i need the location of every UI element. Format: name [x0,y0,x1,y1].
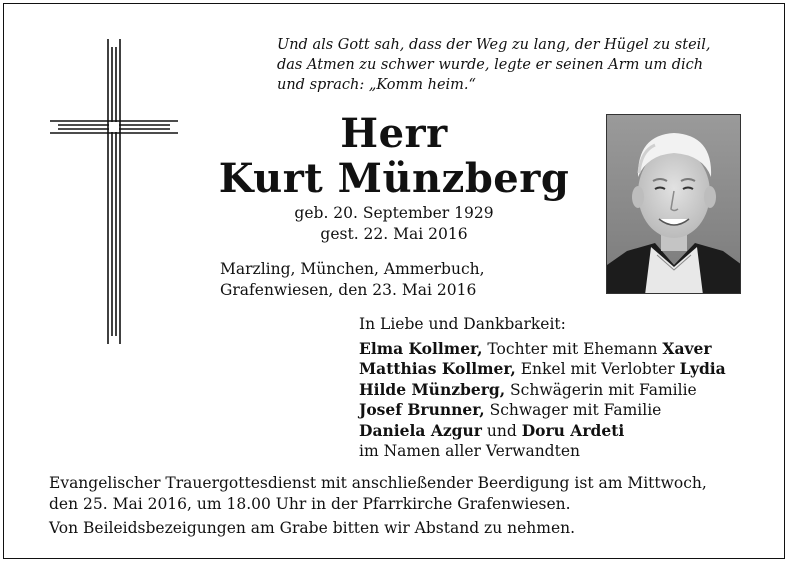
mourner-line [359,421,759,442]
mourners-intro: In Liebe und Dankbarkeit: [359,315,566,333]
mourner-line [359,441,759,462]
cross-icon [50,39,178,344]
verse-line: und sprach: „Komm heim.“ [277,77,476,93]
mourner-relation: und [481,421,522,440]
portrait-photo [606,114,741,294]
mourner-name: Xaver [662,338,712,358]
places-line: Marzling, München, Ammerbuch, [220,260,485,278]
condolence-request: Von Beileidsbezeigungen am Grabe bitten wir Abstand zu nehmen. [49,519,576,537]
mourner-relation: Schwager mit Familie [484,401,662,419]
mourner-name: Lydia [679,359,726,378]
mourner-rows [359,339,759,462]
verse-line: Und als Gott sah, dass der Weg zu lang, der Hügel zu steil, [277,37,711,53]
mourner-line [359,380,759,401]
funeral-service-info [49,473,769,539]
service-line: Evangelischer Trauergottesdienst mit anschließender Beerdigung ist am Mittwoch, [49,474,707,492]
deceased-name [204,111,584,201]
mourner-name: Matthias Kollmer, [359,359,516,378]
mourner-line [359,339,759,360]
mourner-name: Doru Ardeti [521,420,625,440]
service-line: den 25. Mai 2016, um 18.00 Uhr in der Pfarrkirche Grafenwiesen. [49,495,571,513]
mourner-name: Josef Brunner, [359,400,485,419]
birth-date: geb. 20. September 1929 [294,204,494,222]
mourner-name: Daniela Azgur [359,420,482,440]
mourner-relation: Tochter mit Ehemann [482,339,663,358]
verse-quote [277,35,757,95]
salutation: Herr [340,110,448,157]
mourner-relation: im Namen aller Verwandten [359,442,580,460]
life-dates [244,203,544,245]
mourner-line [359,359,759,380]
places-and-date [220,259,550,301]
mourner-name: Elma Kollmer, [359,338,483,358]
mourner-line [359,400,759,421]
mourner-name: Hilde Münzberg, [359,379,506,399]
verse-line: das Atmen zu schwer wurde, legte er seinen Arm um dich [277,57,704,73]
death-date: gest. 22. Mai 2016 [320,225,468,243]
mourners-list [359,314,759,462]
mourner-relation: Schwägerin mit Familie [505,380,697,399]
obituary-notice [3,3,785,559]
places-line: Grafenwiesen, den 23. Mai 2016 [220,281,477,299]
full-name: Kurt Münzberg [218,155,570,202]
mourner-relation: Enkel mit Verlobter [515,360,680,378]
